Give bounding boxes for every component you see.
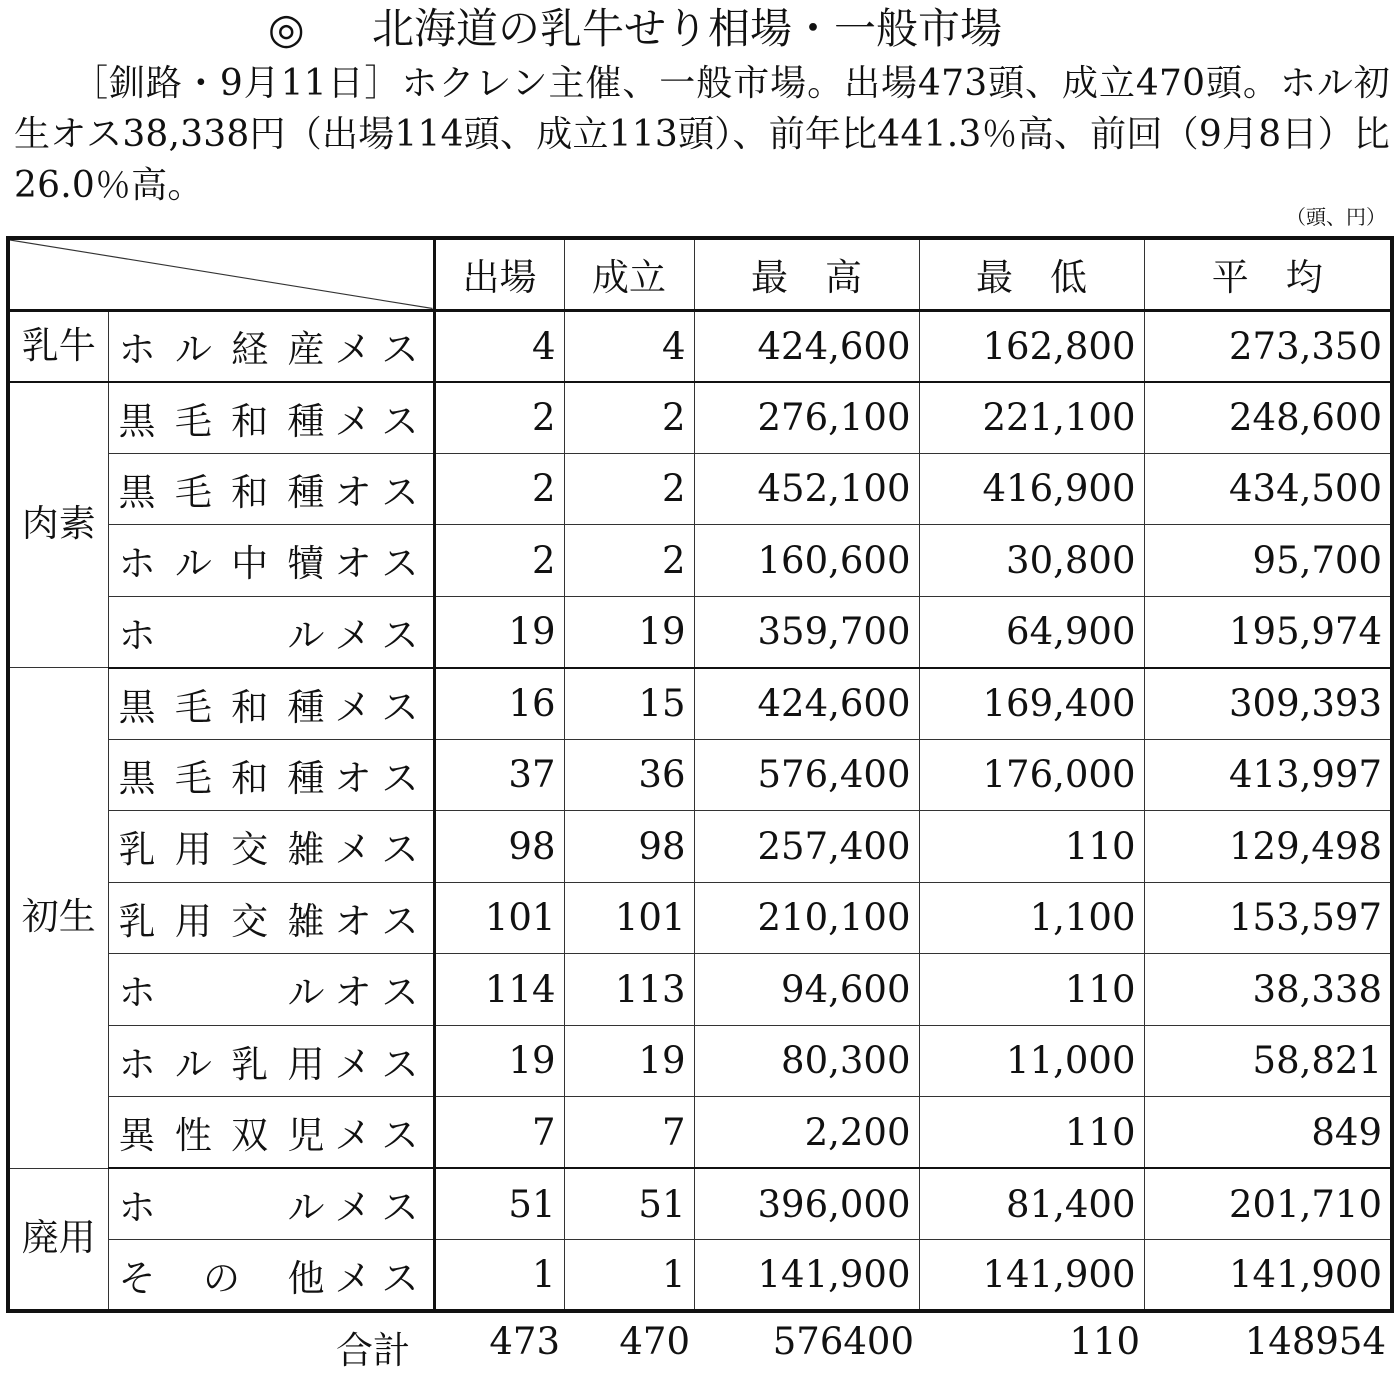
avg-cell: 58,821 — [1144, 1025, 1392, 1097]
table-row — [8, 882, 1392, 954]
kind-cell — [108, 310, 434, 382]
low-cell: 110 — [919, 811, 1144, 883]
header-high: 最 高 — [694, 238, 919, 310]
high-cell: 210,100 — [694, 882, 919, 954]
shipped-cell: 37 — [434, 739, 564, 811]
high-cell: 2,200 — [694, 1097, 919, 1169]
table-row — [8, 1097, 1392, 1169]
table-row — [8, 596, 1392, 668]
kind-label: ホル中犢 — [118, 542, 325, 586]
kind-label: 異性双児 — [118, 1114, 325, 1157]
high-cell: 452,100 — [694, 453, 919, 525]
low-cell: 30,800 — [919, 525, 1144, 597]
low-cell: 11,000 — [919, 1025, 1144, 1097]
table-row — [8, 453, 1392, 525]
sold-cell: 7 — [564, 1097, 694, 1169]
table-row — [8, 739, 1392, 811]
kind-cell — [108, 954, 434, 1026]
kind-cell — [108, 525, 434, 597]
low-cell: 162,800 — [919, 310, 1144, 382]
table-row — [8, 668, 1392, 740]
table-body — [8, 310, 1392, 1311]
totals-label: 合計 — [336, 1329, 410, 1372]
kind-cell — [108, 1097, 434, 1169]
kind-label: ホル — [118, 1186, 325, 1229]
totals-sold: 470 — [619, 1320, 690, 1363]
high-cell: 141,900 — [694, 1240, 919, 1312]
low-cell: 110 — [919, 954, 1144, 1026]
sold-cell: 4 — [564, 310, 694, 382]
shipped-cell: 114 — [434, 954, 564, 1026]
sex-label: メス — [334, 1042, 419, 1086]
sold-cell: 2 — [564, 525, 694, 597]
kind-label: 黒毛和種 — [118, 756, 325, 800]
high-cell: 396,000 — [694, 1168, 919, 1240]
sex-label: メス — [334, 1256, 419, 1300]
sex-label: メス — [334, 328, 419, 371]
article-title — [0, 4, 1400, 54]
sold-cell: 2 — [564, 382, 694, 454]
sex-label: オス — [334, 470, 419, 514]
kind-cell — [108, 1025, 434, 1097]
table-row — [8, 1168, 1392, 1240]
sex-label: メス — [334, 828, 419, 872]
avg-cell: 248,600 — [1144, 382, 1392, 454]
shipped-cell: 101 — [434, 882, 564, 954]
kind-cell — [108, 739, 434, 811]
sex-label: オス — [334, 971, 419, 1015]
totals-row — [6, 1310, 1394, 1372]
shipped-cell: 2 — [434, 453, 564, 525]
kind-cell — [108, 1168, 434, 1240]
kind-label: その他 — [118, 1256, 325, 1300]
sold-cell: 15 — [564, 668, 694, 740]
avg-cell: 849 — [1144, 1097, 1392, 1169]
high-cell: 424,600 — [694, 668, 919, 740]
bullet-mark: ◎ — [268, 4, 305, 53]
header-shipped: 出場 — [434, 238, 564, 310]
kind-cell — [108, 811, 434, 883]
totals-low: 110 — [1069, 1320, 1140, 1363]
sold-cell: 98 — [564, 811, 694, 883]
high-cell: 160,600 — [694, 525, 919, 597]
table-row — [8, 310, 1392, 382]
kind-label: 黒毛和種 — [118, 685, 325, 729]
header-avg: 平 均 — [1144, 238, 1392, 310]
avg-cell: 153,597 — [1144, 882, 1392, 954]
shipped-cell: 1 — [434, 1240, 564, 1312]
sold-cell: 19 — [564, 1025, 694, 1097]
low-cell: 169,400 — [919, 668, 1144, 740]
kind-cell — [108, 453, 434, 525]
kind-cell — [108, 882, 434, 954]
sold-cell: 113 — [564, 954, 694, 1026]
sex-label: メス — [334, 399, 419, 443]
shipped-cell: 98 — [434, 811, 564, 883]
table-row — [8, 1240, 1392, 1312]
high-cell: 276,100 — [694, 382, 919, 454]
kind-label: ホル経産 — [118, 328, 325, 371]
low-cell: 176,000 — [919, 739, 1144, 811]
low-cell: 221,100 — [919, 382, 1144, 454]
kind-cell — [108, 596, 434, 668]
sold-cell: 19 — [564, 596, 694, 668]
table-row — [8, 954, 1392, 1026]
avg-cell: 413,997 — [1144, 739, 1392, 811]
avg-cell: 201,710 — [1144, 1168, 1392, 1240]
price-table — [6, 236, 1394, 1313]
sex-label: オス — [334, 756, 419, 800]
kind-label: 黒毛和種 — [118, 399, 325, 443]
shipped-cell: 19 — [434, 1025, 564, 1097]
avg-cell: 141,900 — [1144, 1240, 1392, 1312]
totals-avg: 148954 — [1244, 1320, 1386, 1363]
shipped-cell: 7 — [434, 1097, 564, 1169]
kind-label: 黒毛和種 — [118, 470, 325, 514]
avg-cell: 38,338 — [1144, 954, 1392, 1026]
shipped-cell: 4 — [434, 310, 564, 382]
sold-cell: 36 — [564, 739, 694, 811]
totals-shipped: 473 — [489, 1320, 560, 1363]
sold-cell: 1 — [564, 1240, 694, 1312]
avg-cell: 195,974 — [1144, 596, 1392, 668]
kind-label: ホル乳用 — [118, 1042, 325, 1086]
shipped-cell: 2 — [434, 382, 564, 454]
high-cell: 94,600 — [694, 954, 919, 1026]
table-row — [8, 382, 1392, 454]
header-sold: 成立 — [564, 238, 694, 310]
sold-cell: 101 — [564, 882, 694, 954]
category-cell: 初生 — [8, 668, 108, 1169]
low-cell: 141,900 — [919, 1240, 1144, 1312]
low-cell: 110 — [919, 1097, 1144, 1169]
unit-note: （頭、円） — [1286, 205, 1386, 229]
avg-cell: 273,350 — [1144, 310, 1392, 382]
kind-label: 乳用交雑 — [118, 828, 325, 872]
sold-cell: 51 — [564, 1168, 694, 1240]
shipped-cell: 51 — [434, 1168, 564, 1240]
header-low: 最 低 — [919, 238, 1144, 310]
sex-label: メス — [334, 685, 419, 729]
shipped-cell: 2 — [434, 525, 564, 597]
high-cell: 257,400 — [694, 811, 919, 883]
high-cell: 359,700 — [694, 596, 919, 668]
avg-cell: 434,500 — [1144, 453, 1392, 525]
shipped-cell: 19 — [434, 596, 564, 668]
category-cell: 廃用 — [8, 1168, 108, 1311]
avg-cell: 95,700 — [1144, 525, 1392, 597]
shipped-cell: 16 — [434, 668, 564, 740]
totals-high: 576400 — [772, 1320, 914, 1363]
kind-cell — [108, 1240, 434, 1312]
diagonal-line — [10, 240, 433, 309]
kind-cell — [108, 668, 434, 740]
avg-cell: 129,498 — [1144, 811, 1392, 883]
category-cell: 乳牛 — [8, 310, 108, 382]
lead-paragraph: ［釧路・9月11日］ホクレン主催、一般市場。出場473頭、成立470頭。ホル初生オス38,338円（出場114頭、成立113頭）、前年比441.3％高、前回（9月8日）比26.0％高。 — [14, 63, 1390, 206]
sex-label: オス — [334, 899, 419, 943]
avg-cell: 309,393 — [1144, 668, 1392, 740]
table-row — [8, 811, 1392, 883]
header-row — [8, 238, 1392, 310]
kind-label: ホル — [118, 971, 325, 1015]
table-row — [8, 525, 1392, 597]
category-cell: 肉素 — [8, 382, 108, 668]
low-cell: 64,900 — [919, 596, 1144, 668]
sex-label: メス — [334, 1186, 419, 1229]
high-cell: 80,300 — [694, 1025, 919, 1097]
low-cell: 1,100 — [919, 882, 1144, 954]
sex-label: メス — [334, 1114, 419, 1157]
table-row — [8, 1025, 1392, 1097]
corner-cell — [8, 238, 434, 310]
sex-label: オス — [334, 542, 419, 586]
kind-label: ホル — [118, 613, 325, 657]
high-cell: 424,600 — [694, 310, 919, 382]
kind-cell — [108, 382, 434, 454]
kind-label: 乳用交雑 — [118, 899, 325, 943]
sold-cell: 2 — [564, 453, 694, 525]
sex-label: メス — [334, 613, 419, 657]
high-cell: 576,400 — [694, 739, 919, 811]
title-text: 北海道の乳牛せり相場・一般市場 — [372, 4, 1003, 53]
low-cell: 416,900 — [919, 453, 1144, 525]
low-cell: 81,400 — [919, 1168, 1144, 1240]
